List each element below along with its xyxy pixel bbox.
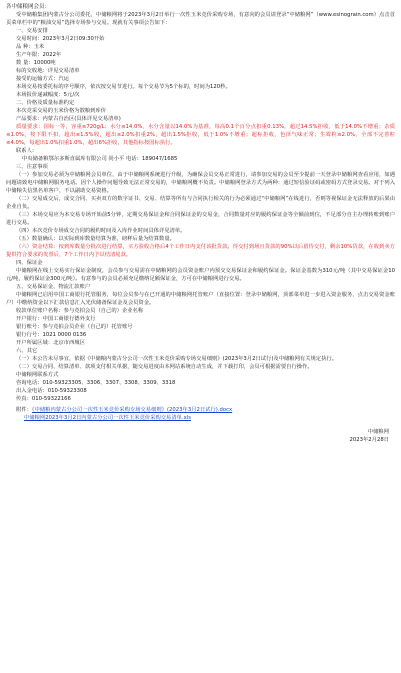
intro-paragraph: 受中储粮集团内蒙古分公司委托，中储粮网将于2023年3月2日举行一次性玉米竞价采购专场，有意向的会员请登录“中储粮网”（www.esinograin.com）点击首页菜单栏中的“粮油交易”选择专场参与交易。现就有关事项公告如下：: [6, 12, 395, 26]
account-line: 开户银行：中国工商银行德外支行: [16, 316, 96, 322]
trade-item: 生产年限：2022年: [16, 52, 62, 58]
price-item: 本次竞采交易的玉米价格为散粮到库价: [16, 108, 107, 114]
deposit-text: 中储粮网在线上交易实行保证金制度，会员参与交易需在中储粮网的会员资金账户内预交交易保证金和履约保证金。保证金基数为310元/吨（其中交易保证金10元/吨，履约保证金300元/吨）。有意参与的会员必须充足缴纳足额保证金，方可在中储粮网进行交易。: [6, 268, 395, 282]
contact-label: 联系人：: [16, 148, 38, 154]
other-item: （一）本公告未尽事宜，依据《中储粮内蒙古分公司一次性玉米竞价采购专场交易细则》(2023年3月2日试行)及中储粮网有关规定执行。: [16, 356, 337, 362]
contact-line: 咨询电话：010-59323305、3306、3307、3308、3309、3318: [16, 380, 176, 386]
trade-item: 本场交易按委托标的序号顺序，依次按交易节进行。每个交易节为5个标的，时间为120秒。: [16, 84, 231, 90]
account-line: 开户所属区域：北京市西城区: [16, 340, 85, 346]
attachment-row: [6, 414, 395, 422]
account-line: 收款单位账户名称：参与竞拍会员（自己的）企业名称: [16, 308, 144, 314]
account-line: 银行行号：1021 0000 0136: [16, 332, 87, 338]
signature: 中储粮网: [367, 429, 389, 435]
section-trade-arrangement-title: 一、交易安排: [16, 28, 48, 34]
trade-item: 接受的运输方式：汽运: [16, 76, 69, 82]
note-item: （三）本场交易应为本交易专场开始前5分钟，定期交易保证金和合同保证金的交易金，合同数量对应的履约保证金等全额前到位，不足部分自主办理转账到账户进行交易。: [6, 212, 395, 226]
note-item: （五）数量确认：以实际到库数量结算为准，磅秤后量为结算数量。: [16, 236, 175, 242]
attachment-list-link[interactable]: 中储粮网2023年3月2日内蒙古分公司一次性玉米竞价采购交易清单.xls: [24, 415, 191, 421]
note-item: （一）参加交易必须为中储粮网会员单位，由于中储粮网系统进行升级，为确保会员交易正常进行，请参加交易的会员至少提前一天登录中储粮网查看应用，如遇问题请致电中储粮网服务电话。因个人操作问题导致无法正常交易的，中储粮网概不负责。中储粮网登录方式为两种：通过短信验证码或密码方式登录交易。对于列入中储粮失信黑名单客户，不以副助交易资格。: [6, 172, 395, 194]
trade-arrangement-list: [6, 35, 395, 99]
section-deposit-title: 四、保证金: [16, 260, 43, 266]
section-other-title: 六、其它: [16, 348, 38, 354]
trade-item: 数 量：10000吨: [16, 60, 56, 66]
note-item: （二）交易成交后，成交合同、买卖双方的数字证书、交易、结算等所有与合同执行相关的行为必须通过“中储粮网”在线进行，否则等视保证金无法释放的后果由企业自负。: [6, 196, 395, 210]
product-requirement: 产品要求：内蒙古自治区(具体详见交易清单): [16, 116, 121, 122]
trade-item: 标的交收地：详见交易清单: [16, 68, 80, 74]
attachments: [6, 406, 395, 414]
contact-info: 中央储备粮鄂尔多斯直属库有限公司 尚小平 电话：189047/1685: [22, 156, 178, 162]
trade-item: 交易时间：2023年3月2日09:30开始: [16, 36, 105, 42]
attachments-label: 附件：: [16, 407, 32, 413]
account-info: [6, 307, 395, 347]
account-text: 中储粮网已启用中国工商银行托管服务，每位会员参与在已开通的中储粮网托管账户（直接位置：登录中储粮网，顶部菜单进一步进入资金服务，点击交易资金账户）中缴纳资金以下汇款信息汇入光伏储备保证金及会员资金。: [6, 292, 395, 306]
attachment-rules-link[interactable]: 《中储粮内蒙古分公司一次性玉米竞价采购专场交易细则》(2023年3月2日试行).docx: [31, 407, 233, 413]
note-settlement: （六）资金结算：按到库数量分批次进行结算，买方验收合格后4个工作日内支付该批货款。待交付到场且货款的90%以后留待交付，剩余10%货款，在收到卖方提供符合要求的发票后，7个工作日内予以结清尾款。: [6, 244, 395, 258]
quality-requirement: 质量要求：国标一等，容重≥720g/L；水分≤14.0%，水分含量以14.0%为基准，每高0.1个百分点扣重0.13%，超过14.5%拒收，低于14.0%不增重；杂质≤1.0%，按下限不扣，超出≤1.5%收，超出≤2.0%扣重2%，超出1.5%拒收，低于1.0%不增重；超标拒收，色泽气味正常；生霉粒≤2.0%，全部不完善粒≤4.0%，每超出1.0%扣重1.0%，超出6%拒收，其他指标按国标执行。: [6, 124, 395, 146]
publish-date: 2023年2月28日: [349, 437, 389, 443]
section-notes-title: 三、注意事项: [16, 164, 48, 170]
greeting: 各中储粮网会员：: [6, 4, 51, 10]
note-item: （四）本次竞价专场成交合同的履约时间及入库作业时间具体详见清单。: [16, 228, 186, 234]
trade-item: 本场报价递减幅度：5元/次: [16, 92, 80, 98]
section-price-quality-title: 二、价格及质量标准约定: [16, 100, 75, 106]
account-line: 银行账号：参与竞拍会员企业（自己的）托管账号: [16, 324, 133, 330]
other-item: （二）交易合同、结算清单、款项支付相关单据，随交易进度由本网站系统自动生成，并下载打印，会员可根据需要自行操作。: [16, 364, 313, 370]
section-account-title: 五、交易保证金、物流汇款账户: [16, 284, 91, 290]
contact-line: 出入金电话：010-59323308: [16, 388, 87, 394]
trade-item: 品 种：玉米: [16, 44, 45, 50]
contact-block-title: 中储粮网联系方式: [16, 372, 59, 378]
contact-line: 传真：010-59322166: [16, 396, 71, 402]
